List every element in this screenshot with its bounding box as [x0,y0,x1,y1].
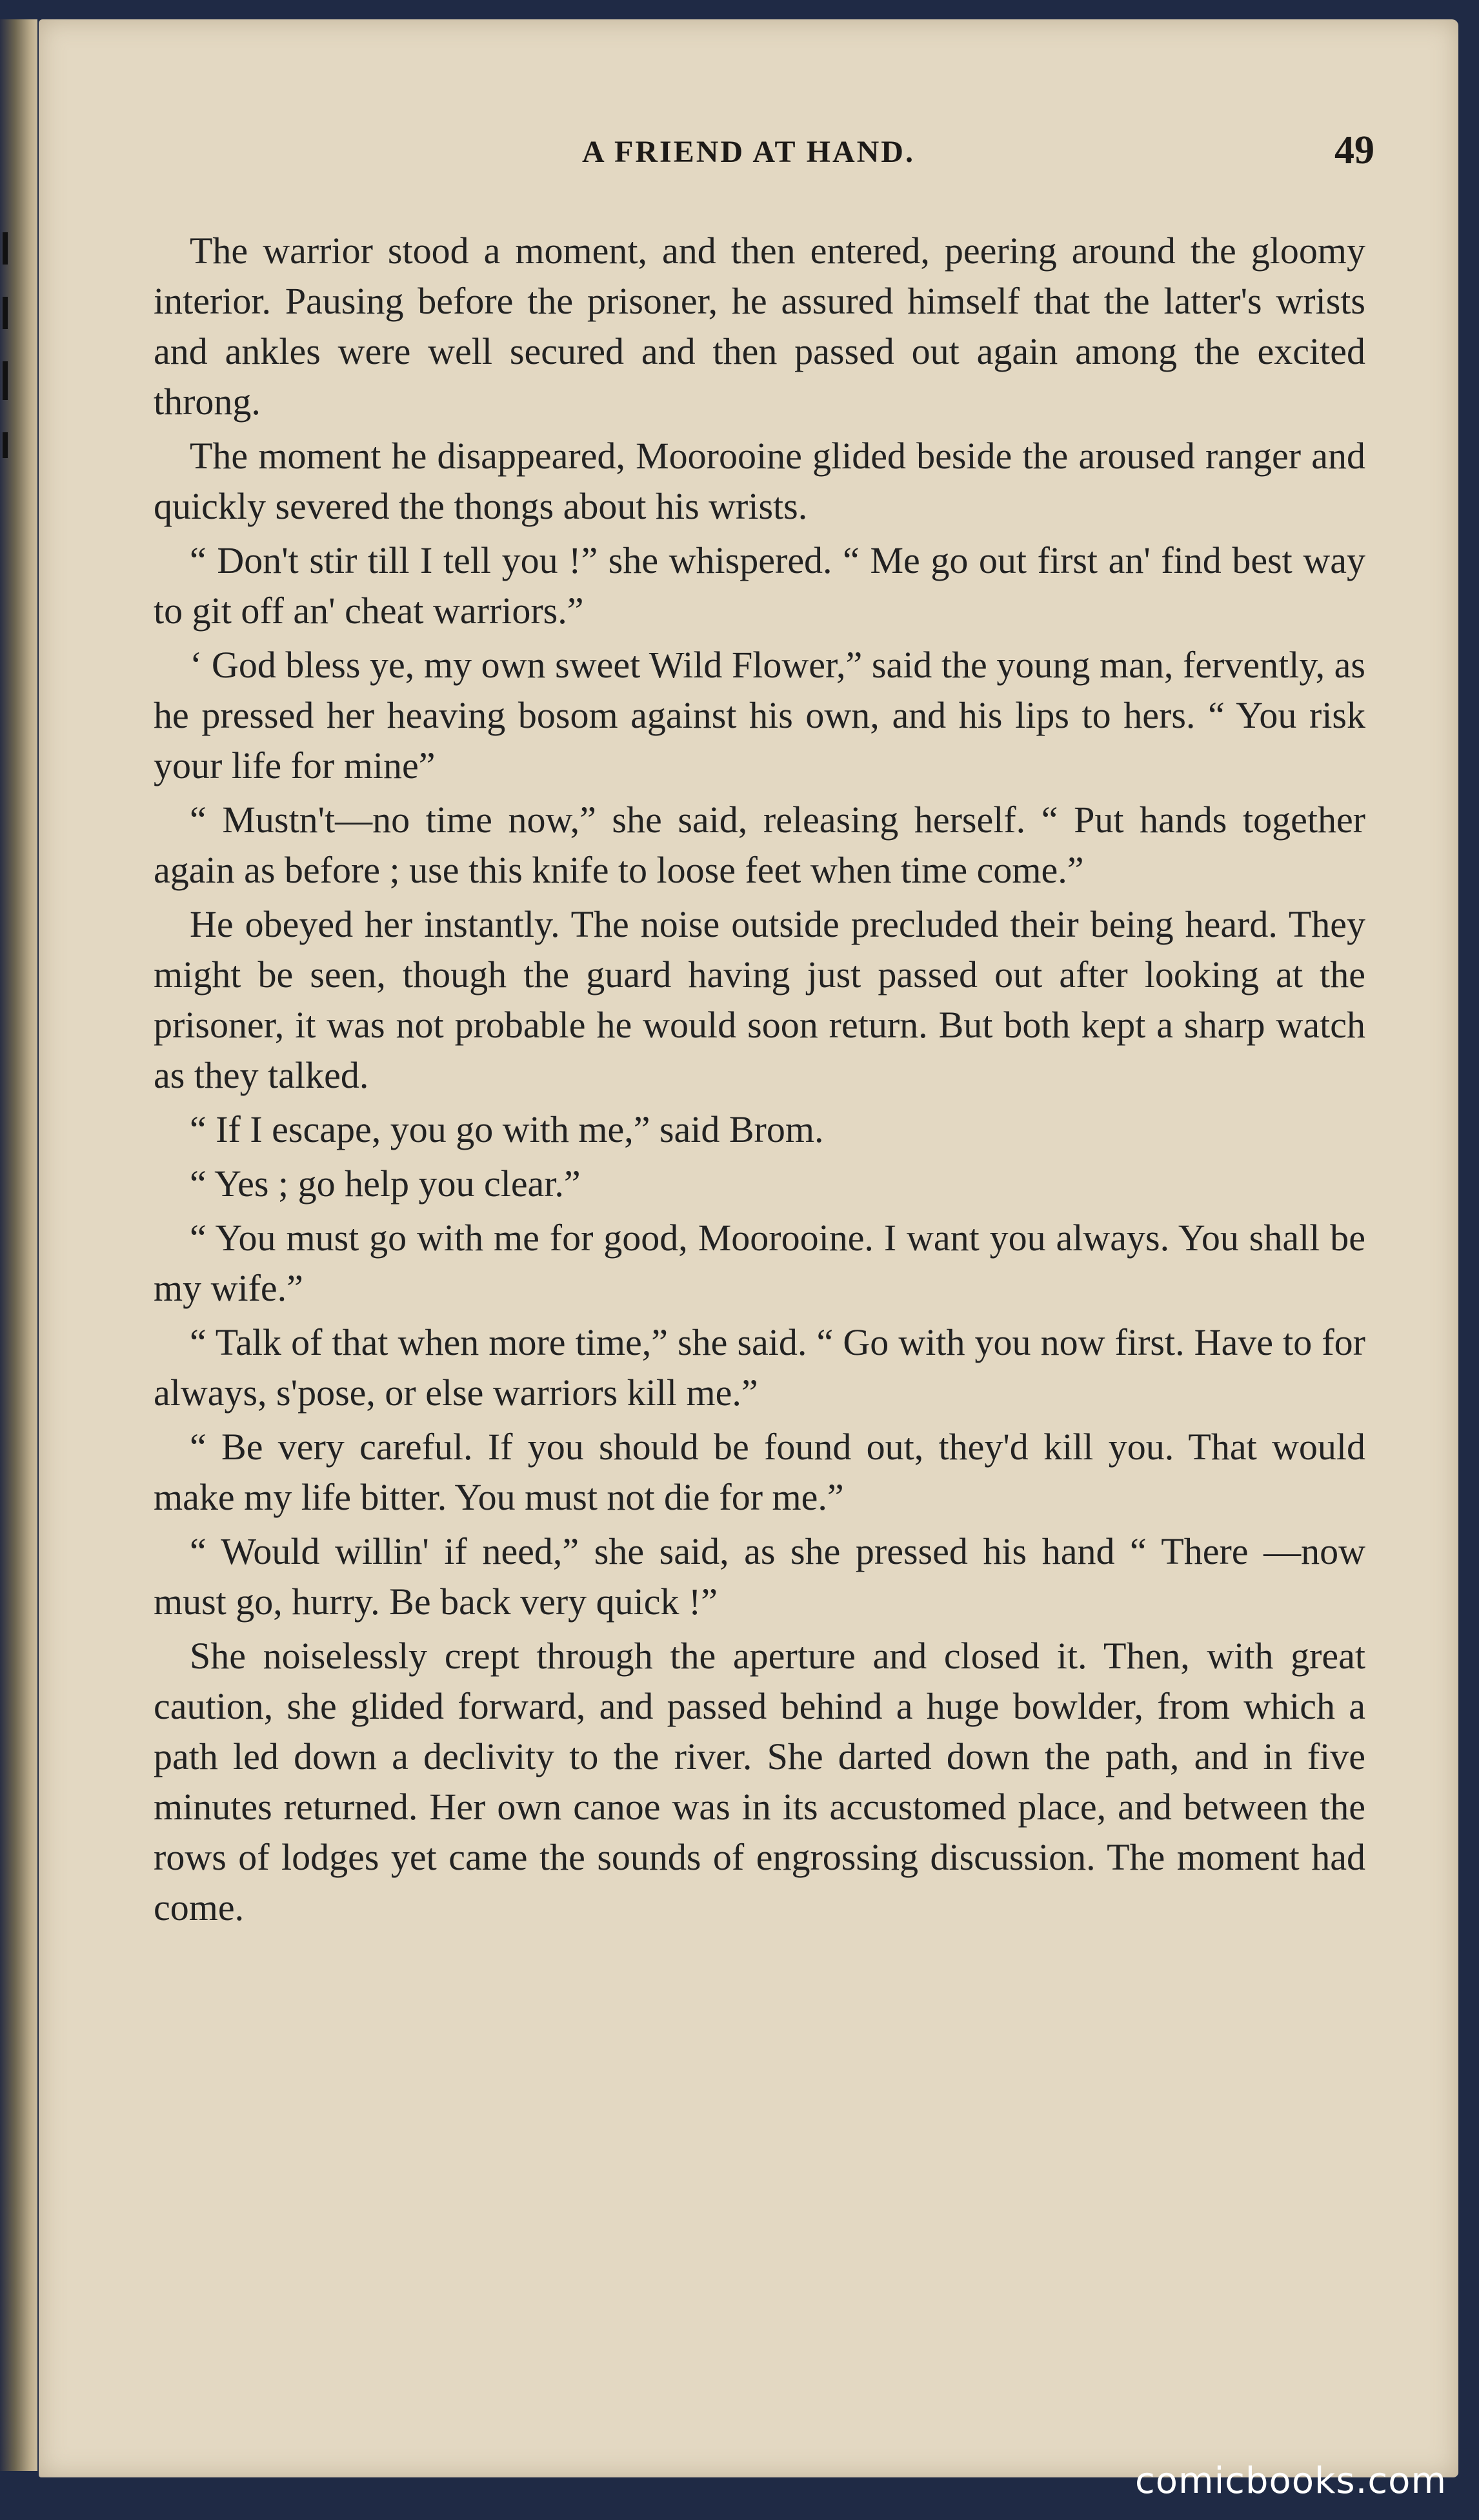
paragraph: “ If I escape, you go with me,” said Brom. [190,1108,824,1150]
paragraph: “ Don't stir till I tell you !” she whispered. “ Me go out first an' find best way to git off an' cheat warriors.” [154,539,1365,632]
running-head-title: A FRIEND AT HAND. [582,135,915,169]
spine-mark [3,232,8,265]
paragraph: “ You must go with me for good, Moorooine. I want you always. You shall be my wife.” [154,1217,1365,1309]
paragraph: ‘ God bless ye, my own sweet Wild Flower,” said the young man, fervently, as he pressed her heaving bosom against his own, and his lips to hers. “ You risk your life for mine” [154,644,1365,786]
paragraph: The moment he disappeared, Moorooine glided beside the aroused ranger and quickly severed the thongs about his wrists. [154,435,1365,527]
paragraph: “ Yes ; go help you clear.” [190,1163,581,1205]
page-number: 49 [1334,128,1374,172]
book-page [39,19,1458,2477]
book-spine-edge [0,19,37,2471]
paragraph: “ Be very careful. If you should be found out, they'd kill you. That would make my life bitter. You must not die for me.” [154,1426,1365,1518]
site-watermark: comicbooks.com [1134,2460,1447,2502]
paragraph: “ Talk of that when more time,” she said. “ Go with you now first. Have to for always, s'pose, or else warriors kill me.” [154,1321,1365,1414]
page-text [154,226,1365,1937]
running-head [39,123,1458,174]
paragraph: He obeyed her instantly. The noise outside precluded their being heard. They might be seen, though the guard having just passed out after looking at the prisoner, it was not probable he would soon return. But both kept a sharp watch as they talked. [154,903,1365,1096]
spine-mark [3,361,8,400]
paragraph: The warrior stood a moment, and then entered, peering around the gloomy interior. Pausing before the prisoner, he assured himself that the latter's wrists and ankles were well secured and then passed out again among the excited throng. [154,230,1365,423]
paragraph: She noiselessly crept through the aperture and closed it. Then, with great caution, she glided forward, and passed behind a huge bowlder, from which a path led down a declivity to the river. She darted down the path, and in five minutes returned. Her own canoe was in its accustomed place, and between the rows of lodges yet came the sounds of engrossing discussion. The moment had come. [154,1635,1365,1928]
paragraph: “ Mustn't—no time now,” she said, releasing herself. “ Put hands together again as before ; use this knife to loose feet when time come.” [154,799,1365,891]
spine-mark [3,297,8,329]
paragraph: “ Would willin' if need,” she said, as she pressed his hand “ There —now must go, hurry. Be back very quick !” [154,1530,1365,1623]
spine-mark [3,432,8,458]
